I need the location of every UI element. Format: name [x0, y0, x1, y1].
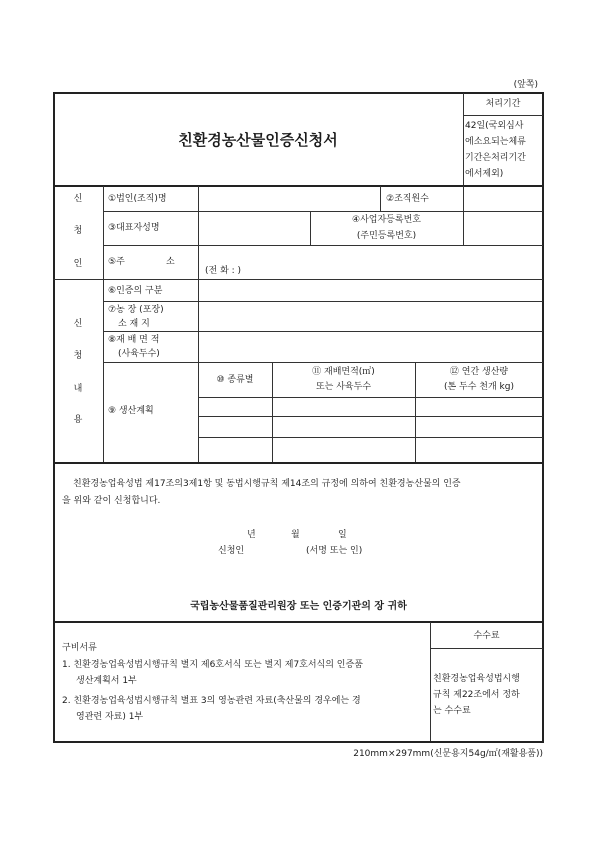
applicant-section-char: 신	[73, 194, 83, 204]
paper-size-footer: 210mm×297mm(신문용지54g/㎡(재활용품))	[353, 749, 543, 759]
production-plan-label: ⑨ 생산계획	[108, 406, 154, 416]
cultivation-area-field[interactable]	[199, 332, 542, 362]
fee-line: 규칙 제22조에서 정하	[433, 690, 520, 700]
rep-name-field[interactable]	[199, 212, 310, 245]
document-item: 2. 친환경농업육성법시행규칙 별표 3의 영농관련 자료(축산물의 경우에는 경	[62, 696, 361, 706]
applicant-signature-field[interactable]	[252, 542, 302, 558]
cert-type-field[interactable]	[199, 280, 542, 301]
fee-line: 는 수수료	[433, 706, 471, 716]
content-section-char: 용	[73, 415, 83, 425]
rep-name-label: ③대표자성명	[108, 223, 160, 233]
date-year: 년	[247, 530, 256, 540]
address-label: ⑤주	[108, 257, 125, 267]
col-kind-header: ⑩ 종류별	[216, 375, 254, 385]
form-title: 친환경농산물인증신청서	[178, 131, 338, 149]
cert-type-label: ⑥인증의 구분	[108, 286, 163, 296]
date-day: 일	[338, 530, 347, 540]
processing-period-line: 에서제외)	[465, 169, 504, 179]
processing-period-header: 처리기간	[485, 99, 521, 109]
resident-no-label: (주민등록번호)	[356, 231, 417, 241]
production-plan-row[interactable]	[199, 417, 542, 437]
fee-header: 수수료	[473, 631, 500, 641]
recipient-line: 국립농산물품질관리원장 또는 인증기관의 장 귀하	[190, 601, 407, 612]
cultivation-area-label: ⑧재 배 면 적	[108, 335, 160, 345]
document-item-cont: 영관련 자료) 1부	[76, 712, 144, 722]
applicant-section-char: 인	[73, 259, 83, 269]
statement-line: 을 위와 같이 신청합니다.	[62, 496, 161, 506]
processing-period-line: 에소요되는체류	[465, 137, 526, 147]
members-field[interactable]	[464, 187, 542, 211]
col-area-header: ⑪ 재배면적(㎡)	[312, 367, 375, 377]
corp-name-field[interactable]	[199, 187, 380, 211]
processing-period-line: 42일(국외심사	[465, 121, 524, 131]
statement-line: 친환경농업육성법 제17조의3제1항 및 동법시행규칙 제14조의 규정에 의하여 친환경농산물의 인증	[73, 479, 461, 489]
front-side-label: (앞쪽)	[513, 80, 538, 90]
content-section-char: 신	[73, 319, 83, 329]
col-area-header-2: 또는 사육두수	[315, 382, 372, 392]
applicant-section-char: 청	[73, 226, 83, 236]
production-plan-row[interactable]	[199, 438, 542, 461]
applicant-signature-label: 신청인	[218, 546, 245, 556]
col-yield-header-2: (톤 두수 천개 kg)	[443, 382, 514, 392]
fee-line: 친환경농업육성법시행	[433, 674, 520, 684]
content-section-char: 내	[73, 384, 83, 394]
date-month: 월	[291, 530, 300, 540]
farm-location-field[interactable]	[199, 302, 542, 331]
biz-no-field[interactable]	[464, 212, 542, 245]
biz-no-label: ④사업자등록번호	[352, 215, 421, 225]
livestock-count-label: (사육두수)	[118, 349, 160, 359]
address-label-2: 소	[166, 257, 175, 267]
document-item-cont: 생산계획서 1부	[76, 676, 137, 686]
corp-name-label: ①법인(조직)명	[108, 194, 167, 204]
col-yield-header: ⑫ 연간 생산량	[449, 367, 509, 377]
production-plan-row[interactable]	[199, 398, 542, 416]
members-label: ②조직원수	[386, 194, 429, 204]
content-section-char: 청	[73, 351, 83, 361]
farm-location-label-2: 소 재 지	[118, 319, 150, 329]
phone-label: (전 화 : )	[205, 266, 242, 276]
processing-period-line: 기간은처리기간	[465, 153, 526, 163]
signature-hint: (서명 또는 인)	[306, 546, 363, 556]
documents-header: 구비서류	[62, 643, 97, 653]
address-field[interactable]	[199, 246, 542, 263]
farm-location-label: ⑦농 장 (포장)	[108, 305, 164, 315]
document-item: 1. 친환경농업육성법시행규칙 별지 제6호서식 또는 별지 제7호서식의 인증품	[62, 660, 363, 670]
